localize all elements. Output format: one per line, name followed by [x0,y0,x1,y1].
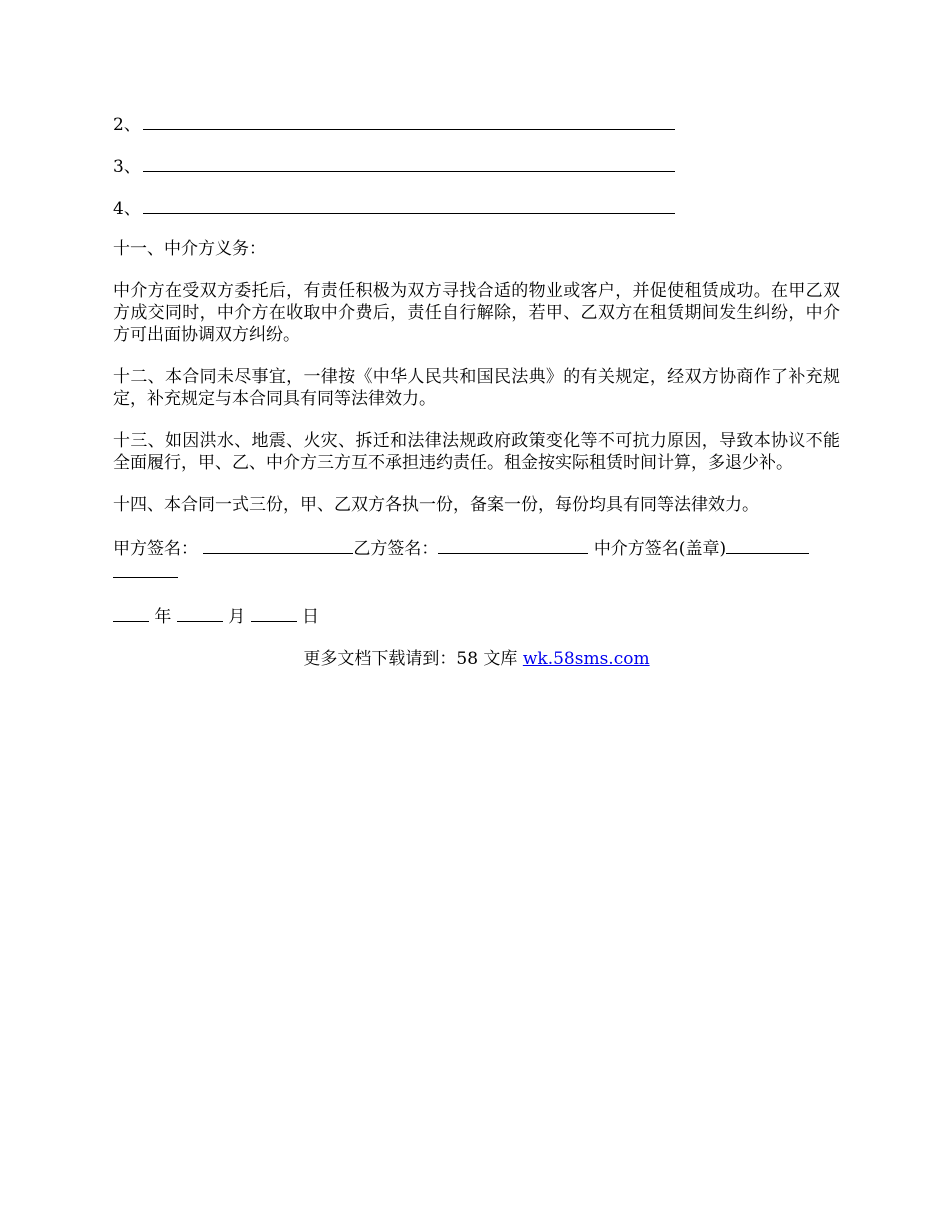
day-label: 日 [302,607,320,627]
blank-item-number: 3、 [113,157,141,177]
party-b-signature-blank [438,536,588,554]
fill-in-blank [143,112,675,130]
section-12: 十二、本合同未尽事宜，一律按《中华人民共和国民法典》的有关规定，经双方协商作了补充规定，补充规定与本合同具有同等法律效力。 [113,367,840,409]
section-11-title: 十一、中介方义务： [113,239,266,259]
party-a-signature-label: 甲方签名： [113,539,198,559]
footer-link[interactable]: wk.58sms.com [522,649,650,669]
section-14: 十四、本合同一式三份，甲、乙双方各执一份，备案一份，每份均具有同等法律效力。 [113,495,759,515]
footer-download-note [113,648,840,670]
signature-row [113,536,840,584]
agent-signature-blank [726,536,809,554]
blank-item-number: 2、 [113,115,141,135]
party-b-signature-label: 乙方签名： [353,539,439,559]
party-a-signature-blank [203,536,353,554]
date-row [113,604,840,628]
document-page [113,112,840,670]
year-label: 年 [154,607,172,627]
section-11-body: 中介方在受双方委托后，有责任积极为双方寻找合适的物业或客户，并促使租赁成功。在甲乙双方成交同时，中介方在收取中介费后，责任自行解除，若甲、乙双方在租赁期间发生纠纷，中介方可出面协调双方纠纷。 [113,281,840,345]
blank-item-number: 4、 [113,199,141,219]
month-blank [177,604,223,622]
fill-in-blank [143,154,675,172]
year-blank [113,604,149,622]
month-label: 月 [228,607,246,627]
day-blank [251,604,297,622]
footer-prefix: 更多文档下载请到：58 文库 [303,649,523,669]
blank-item-4 [113,196,840,218]
fill-in-blank [143,196,675,214]
blank-item-2 [113,112,840,134]
section-13: 十三、如因洪水、地震、火灾、拆迁和法律法规政府政策变化等不可抗力原因，导致本协议不能全面履行，甲、乙、中介方三方互不承担违约责任。租金按实际租赁时间计算，多退少补。 [113,431,840,473]
blank-item-3 [113,154,840,176]
agent-signature-blank-continued [113,560,178,578]
agent-signature-label: 中介方签名(盖章) [593,539,727,559]
